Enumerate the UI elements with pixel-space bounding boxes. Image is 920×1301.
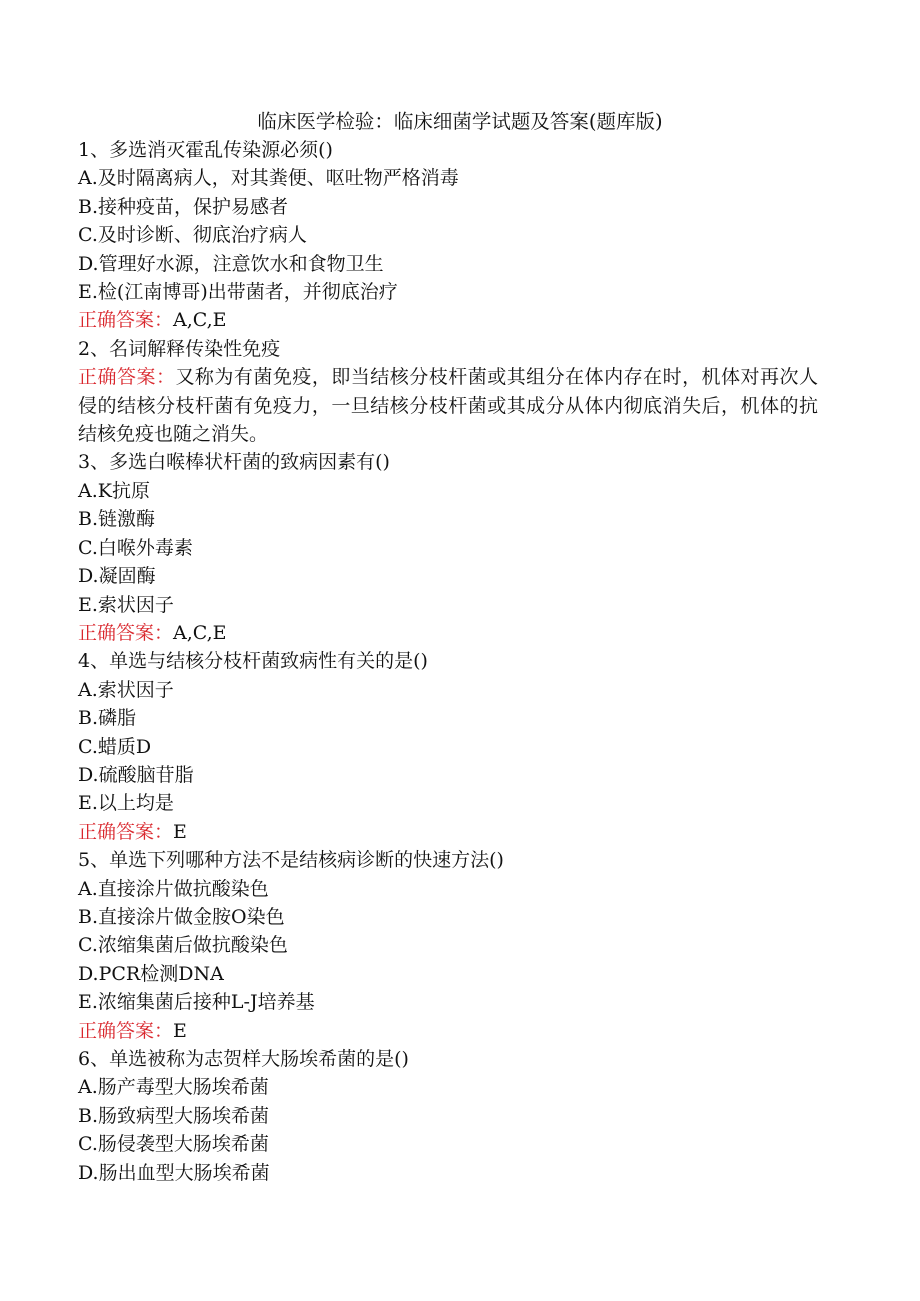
correct-answer-value: A,C,E [173,309,227,332]
question-block [78,846,838,1045]
question-stem: 3、多选白喉棒状杆菌的致病因素有() [78,451,390,474]
question-stem: 5、单选下列哪种方法不是结核病诊断的快速方法() [78,849,504,872]
answer-option: D.管理好水源，注意饮水和食物卫生 [78,252,384,275]
question-block [78,448,838,647]
answer-option: E.索状因子 [78,593,174,616]
answer-option: A.直接涂片做抗酸染色 [78,877,269,900]
question-block [78,136,838,335]
answer-option: C.及时诊断、彻底治疗病人 [78,224,307,247]
answer-option: B.肠致病型大肠埃希菌 [78,1104,270,1127]
answer-option: D.硫酸脑苷脂 [78,763,194,786]
correct-answer-label: 正确答案： [78,366,176,389]
answer-option: C.肠侵袭型大肠埃希菌 [78,1133,269,1156]
answer-option: A.肠产毒型大肠埃希菌 [78,1076,269,1099]
correct-answer-value: E [173,1019,187,1042]
question-list [78,136,838,1187]
answer-option: B.磷脂 [78,707,137,730]
correct-answer [78,306,838,334]
answer-option: E.浓缩集菌后接种L-J培养基 [78,991,315,1014]
correct-answer-value: A,C,E [173,621,227,644]
answer-option: A.K抗原 [78,479,150,502]
question-stem: 2、名词解释传染性免疫 [78,337,281,360]
answer-option: C.浓缩集菌后做抗酸染色 [78,934,288,957]
answer-option: C.白喉外毒素 [78,536,193,559]
answer-option: C.蜡质D [78,735,152,758]
answer-option: B.直接涂片做金胺O染色 [78,905,285,928]
answer-option: B.链激酶 [78,508,156,531]
correct-answer-value: E [173,820,187,843]
answer-option: D.PCR检测DNA [78,962,224,985]
correct-answer-label: 正确答案： [78,309,174,332]
answer-option: D.肠出血型大肠埃希菌 [78,1161,270,1184]
answer-option: E.以上均是 [78,792,174,815]
question-block [78,1045,838,1187]
correct-answer-label: 正确答案： [78,621,174,644]
question-stem: 1、多选消灭霍乱传染源必须() [78,139,333,161]
document-title: 临床医学检验：临床细菌学试题及答案(题库版) [257,110,663,133]
correct-answer [78,363,818,448]
answer-option: E.检(江南博哥)出带菌者，并彻底治疗 [78,281,398,304]
answer-option: B.接种疫苗，保护易感者 [78,195,289,218]
correct-answer-label: 正确答案： [78,1019,174,1042]
answer-option: A.及时隔离病人，对其粪便、呕吐物严格消毒 [78,167,459,190]
correct-answer-label: 正确答案： [78,820,174,843]
correct-answer [78,818,838,846]
question-stem: 4、单选与结核分枝杆菌致病性有关的是() [78,650,428,673]
answer-option: A.索状因子 [78,678,174,701]
correct-answer-value: 又称为有菌免疫，即当结核分枝杆菌或其组分在体内存在时，机体对再次人侵的结核分枝杆菌有免疫力，一旦结核分枝杆菌或其成分从体内彻底消失后，机体的抗结核免疫也随之消失。 [78,366,818,446]
question-stem: 6、单选被称为志贺样大肠埃希菌的是() [78,1048,409,1070]
correct-answer [78,1017,838,1045]
question-block [78,335,838,449]
answer-option: D.凝固酶 [78,565,156,588]
correct-answer [78,619,838,647]
question-block [78,647,838,846]
